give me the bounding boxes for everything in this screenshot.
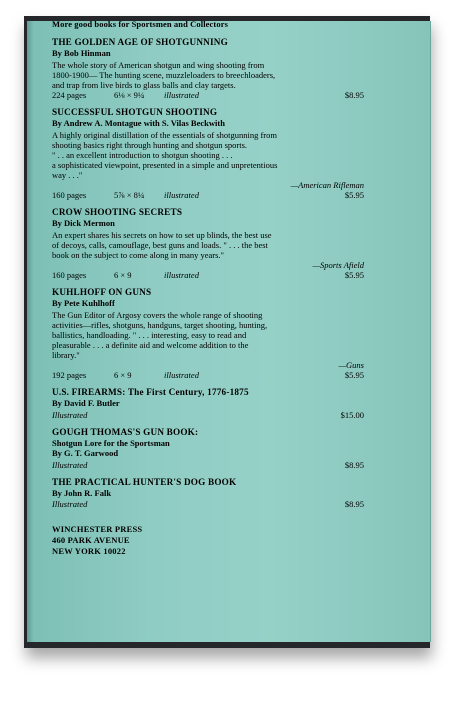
publisher-name: WINCHESTER PRESS bbox=[52, 524, 143, 534]
book-price: $8.95 bbox=[344, 460, 364, 470]
book-title: SUCCESSFUL SHOTGUN SHOOTING bbox=[52, 107, 218, 117]
book-title: KUHLHOFF ON GUNS bbox=[52, 287, 152, 297]
page-count: 192 pages bbox=[52, 370, 87, 380]
desc-line: The Gun Editor of Argosy covers the whole range of shooting bbox=[52, 310, 263, 320]
book-price: $15.00 bbox=[340, 410, 364, 420]
desc-line: activities—rifles, shotguns, handguns, target shooting, hunting, bbox=[52, 320, 268, 330]
page-count: 224 pages bbox=[52, 90, 87, 100]
desc-line: book on the subject to come along in many years." bbox=[52, 250, 225, 260]
illustrated-note: Illustrated bbox=[52, 499, 88, 509]
illustrated-note: illustrated bbox=[164, 270, 199, 280]
book-title: CROW SHOOTING SECRETS bbox=[52, 207, 183, 217]
desc-line: ballistics, handloading. " . . . interesting, easy to read and bbox=[52, 330, 247, 340]
page-count: 160 pages bbox=[52, 270, 87, 280]
illustrated-note: Illustrated bbox=[52, 410, 88, 420]
book-subtitle: Shotgun Lore for the Sportsman bbox=[52, 438, 170, 448]
book-price: $8.95 bbox=[344, 90, 364, 100]
desc-line: and trap from live birds to glass balls and clay targets. bbox=[52, 80, 236, 90]
page-count: 160 pages bbox=[52, 190, 87, 200]
book-author: By David F. Butler bbox=[52, 398, 120, 408]
review-attribution: —American Rifleman bbox=[290, 180, 364, 190]
trim-size: 6⅛ × 9¼ bbox=[114, 90, 145, 100]
book-description bbox=[52, 230, 364, 260]
book-entry bbox=[52, 477, 364, 510]
desc-line: A highly original distillation of the essentials of shotgunning from bbox=[52, 130, 277, 140]
desc-line: " . . an excellent introduction to shotgun shooting . . . bbox=[52, 150, 233, 160]
book-author: By John R. Falk bbox=[52, 488, 112, 498]
desc-line: way . . ." bbox=[52, 170, 83, 180]
illustrated-note: illustrated bbox=[164, 90, 199, 100]
book-meta bbox=[52, 370, 364, 381]
illustrated-note: Illustrated bbox=[52, 460, 88, 470]
book-price: $5.95 bbox=[344, 370, 364, 380]
desc-line: An expert shares his secrets on how to set up blinds, the best use bbox=[52, 230, 272, 240]
book-meta bbox=[52, 460, 364, 471]
publisher-city: NEW YORK 10022 bbox=[52, 546, 126, 556]
book-list bbox=[52, 19, 364, 557]
book-meta bbox=[52, 270, 364, 281]
desc-line: of decoys, calls, camouflage, best guns and loads. " . . . the best bbox=[52, 240, 268, 250]
book-meta bbox=[52, 190, 364, 201]
desc-line: 1800-1900— The hunting scene, muzzleloaders to breechloaders, bbox=[52, 70, 276, 80]
book-title: THE GOLDEN AGE OF SHOTGUNNING bbox=[52, 37, 228, 47]
book-author: By Andrew A. Montague with S. Vilas Beckwith bbox=[52, 118, 225, 128]
illustrated-note: illustrated bbox=[164, 190, 199, 200]
book-entry bbox=[52, 207, 364, 281]
desc-line: a sophisticated viewpoint, presented in a simple and unpretentious bbox=[52, 160, 278, 170]
trim-size: 6 × 9 bbox=[114, 270, 132, 280]
illustrated-note: illustrated bbox=[164, 370, 199, 380]
book-author: By G. T. Garwood bbox=[52, 448, 119, 458]
book-author: By Dick Mermon bbox=[52, 218, 115, 228]
book-description bbox=[52, 60, 364, 90]
book-title: U.S. FIREARMS: The First Century, 1776-1875 bbox=[52, 387, 249, 397]
list-header: More good books for Sportsmen and Collectors bbox=[52, 19, 228, 29]
book-entry bbox=[52, 287, 364, 381]
trim-size: 5⅞ × 8¼ bbox=[114, 190, 145, 200]
desc-line: pleasurable . . . a definite aid and welcome addition to the bbox=[52, 340, 249, 350]
book-price: $8.95 bbox=[344, 499, 364, 509]
book-author: By Bob Hinman bbox=[52, 48, 111, 58]
book-title: THE PRACTICAL HUNTER'S DOG BOOK bbox=[52, 477, 237, 487]
book-price: $5.95 bbox=[344, 190, 364, 200]
book-description bbox=[52, 130, 364, 180]
book-entry bbox=[52, 37, 364, 101]
desc-line: library." bbox=[52, 350, 80, 360]
book-entry bbox=[52, 427, 364, 471]
book-meta bbox=[52, 410, 364, 421]
review-attribution: —Guns bbox=[338, 360, 364, 370]
book-entry bbox=[52, 387, 364, 421]
book-description bbox=[52, 310, 364, 360]
jacket-spine-edge bbox=[27, 21, 34, 642]
desc-line: shooting basics right through hunting and shotgun sports. bbox=[52, 140, 248, 150]
book-title: GOUGH THOMAS'S GUN BOOK: bbox=[52, 427, 199, 437]
book-entry bbox=[52, 107, 364, 201]
book-author: By Pete Kuhlhoff bbox=[52, 298, 115, 308]
book-meta bbox=[52, 499, 364, 510]
book-price: $5.95 bbox=[344, 270, 364, 280]
publisher-imprint bbox=[52, 524, 364, 557]
book-meta bbox=[52, 90, 364, 101]
review-attribution: —Sports Afield bbox=[312, 260, 364, 270]
desc-line: The whole story of American shotgun and wing shooting from bbox=[52, 60, 265, 70]
publisher-street: 460 PARK AVENUE bbox=[52, 535, 130, 545]
trim-size: 6 × 9 bbox=[114, 370, 132, 380]
